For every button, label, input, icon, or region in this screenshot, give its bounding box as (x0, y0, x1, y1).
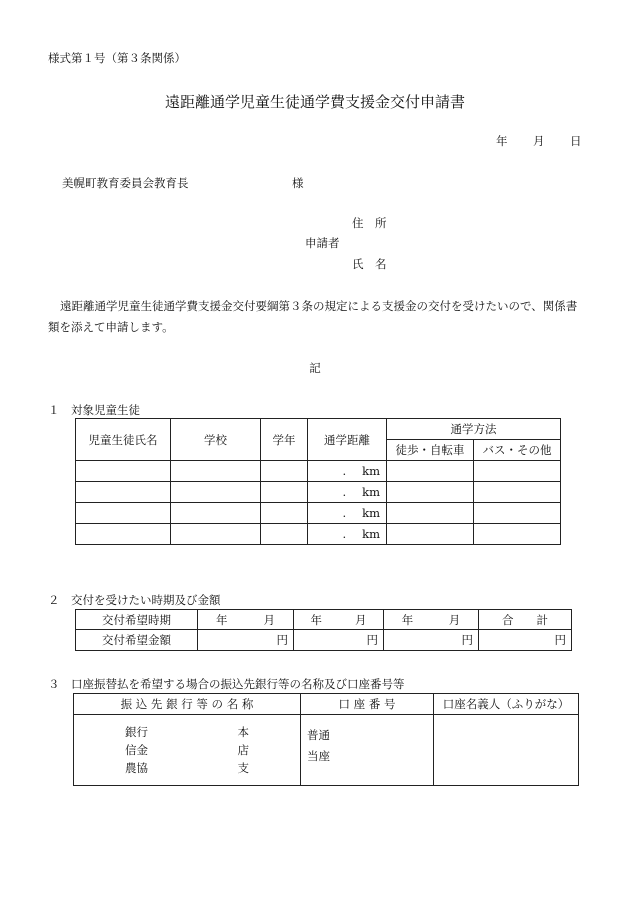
yen-unit: 円 (276, 633, 288, 647)
section2-heading: ２ 交付を受けたい時期及び金額 (48, 593, 221, 607)
school-cell[interactable] (171, 482, 261, 503)
distance-cell[interactable] (308, 461, 387, 482)
decimal-point: . (342, 485, 347, 499)
account-number-cell[interactable] (301, 715, 434, 786)
header-bus-other: バス・その他 (474, 440, 561, 461)
amount-cell[interactable] (294, 630, 384, 651)
table-row (76, 482, 561, 503)
branch-type-main: 本 (237, 725, 249, 739)
addressee-name: 美幌町教育委員会教育長 (62, 176, 189, 190)
header-student-name: 児童生徒氏名 (76, 419, 171, 461)
schedule-table (75, 609, 572, 651)
header-account-holder: 口座名義人（ふりがな） (434, 694, 579, 715)
header-school: 学校 (171, 419, 261, 461)
section3-heading: ３ 口座振替払を希望する場合の振込先銀行等の名称及び口座番号等 (48, 677, 405, 691)
timing-cell[interactable] (384, 610, 479, 630)
school-cell[interactable] (171, 524, 261, 545)
branch-type-sub: 支 (237, 761, 249, 775)
month-unit: 月 (448, 612, 461, 627)
bank-type-nokyo: 農協 (125, 761, 148, 775)
yen-unit: 円 (461, 633, 473, 647)
decimal-point: . (342, 527, 347, 541)
amount-cell[interactable] (384, 630, 479, 651)
name-label: 氏 名 (352, 257, 387, 271)
branch-type-branch: 店 (237, 743, 249, 757)
bus-other-cell[interactable] (474, 524, 561, 545)
header-grade: 学年 (261, 419, 308, 461)
bank-type-row (125, 759, 249, 777)
row-label-timing: 交付希望時期 (76, 610, 198, 630)
bank-type-row (125, 723, 249, 741)
timing-cell[interactable] (198, 610, 294, 630)
account-type-futsu: 普通 (307, 728, 330, 742)
yen-unit: 円 (554, 633, 566, 647)
grade-cell[interactable] (261, 524, 308, 545)
decimal-point: . (342, 506, 347, 520)
bank-table (73, 693, 579, 786)
account-type-touza: 当座 (307, 749, 330, 763)
page-title: 遠距離通学児童生徒通学費支援金交付申請書 (164, 93, 465, 111)
body-text: 遠距離通学児童生徒通学費支援金交付要綱第３条の規定による支援金の交付を受けたいので、関係書類を添えて申請します。 (48, 299, 578, 334)
km-unit: km (362, 464, 380, 478)
distance-cell[interactable] (308, 524, 387, 545)
km-unit: km (362, 485, 380, 499)
month-unit: 月 (355, 612, 367, 627)
table-row (76, 503, 561, 524)
addressee-honorific: 様 (292, 176, 304, 190)
km-unit: km (362, 527, 380, 541)
yen-unit: 円 (366, 633, 378, 647)
walk-bike-cell[interactable] (387, 482, 474, 503)
table-row (76, 461, 561, 482)
year-unit: 年 (216, 612, 228, 627)
student-name-cell[interactable] (76, 503, 171, 524)
year-unit: 年 (401, 612, 414, 627)
distance-cell[interactable] (308, 503, 387, 524)
applicant-label: 申請者 (305, 236, 340, 250)
school-cell[interactable] (171, 503, 261, 524)
student-name-cell[interactable] (76, 482, 171, 503)
km-unit: km (362, 506, 380, 520)
bus-other-cell[interactable] (474, 461, 561, 482)
timing-cell[interactable] (294, 610, 384, 630)
date-year: 年 (496, 134, 508, 148)
bank-type-shinkin: 信金 (125, 743, 148, 757)
bank-type-row (125, 741, 249, 759)
bus-other-cell[interactable] (474, 482, 561, 503)
walk-bike-cell[interactable] (387, 524, 474, 545)
date-day: 日 (570, 134, 582, 148)
form-number: 様式第１号（第３条関係） (48, 51, 186, 65)
student-name-cell[interactable] (76, 524, 171, 545)
amount-cell[interactable] (198, 630, 294, 651)
account-holder-cell[interactable] (434, 715, 579, 786)
grade-cell[interactable] (261, 503, 308, 524)
bank-type-bank: 銀行 (125, 725, 148, 739)
header-method: 通学方法 (387, 419, 561, 440)
address-label: 住 所 (352, 216, 387, 230)
students-table (75, 418, 561, 545)
ki-label: 記 (309, 361, 321, 375)
date-month: 月 (533, 134, 545, 148)
student-name-cell[interactable] (76, 461, 171, 482)
walk-bike-cell[interactable] (387, 503, 474, 524)
school-cell[interactable] (171, 461, 261, 482)
decimal-point: . (342, 464, 347, 478)
table-row (76, 524, 561, 545)
bus-other-cell[interactable] (474, 503, 561, 524)
grade-cell[interactable] (261, 482, 308, 503)
distance-cell[interactable] (308, 482, 387, 503)
bank-name-cell[interactable] (74, 715, 301, 786)
grade-cell[interactable] (261, 461, 308, 482)
header-account-number: 口 座 番 号 (301, 694, 434, 715)
total-amount-cell[interactable] (479, 630, 572, 651)
header-walk-bike: 徒歩・自転車 (387, 440, 474, 461)
walk-bike-cell[interactable] (387, 461, 474, 482)
total-label: 合 計 (479, 610, 572, 630)
header-bank-name: 振 込 先 銀 行 等 の 名 称 (74, 694, 301, 715)
section1-heading: １ 対象児童生徒 (48, 403, 140, 417)
month-unit: 月 (263, 612, 275, 627)
year-unit: 年 (310, 612, 322, 627)
row-label-amount: 交付希望金額 (76, 630, 198, 651)
header-distance: 通学距離 (308, 419, 387, 461)
